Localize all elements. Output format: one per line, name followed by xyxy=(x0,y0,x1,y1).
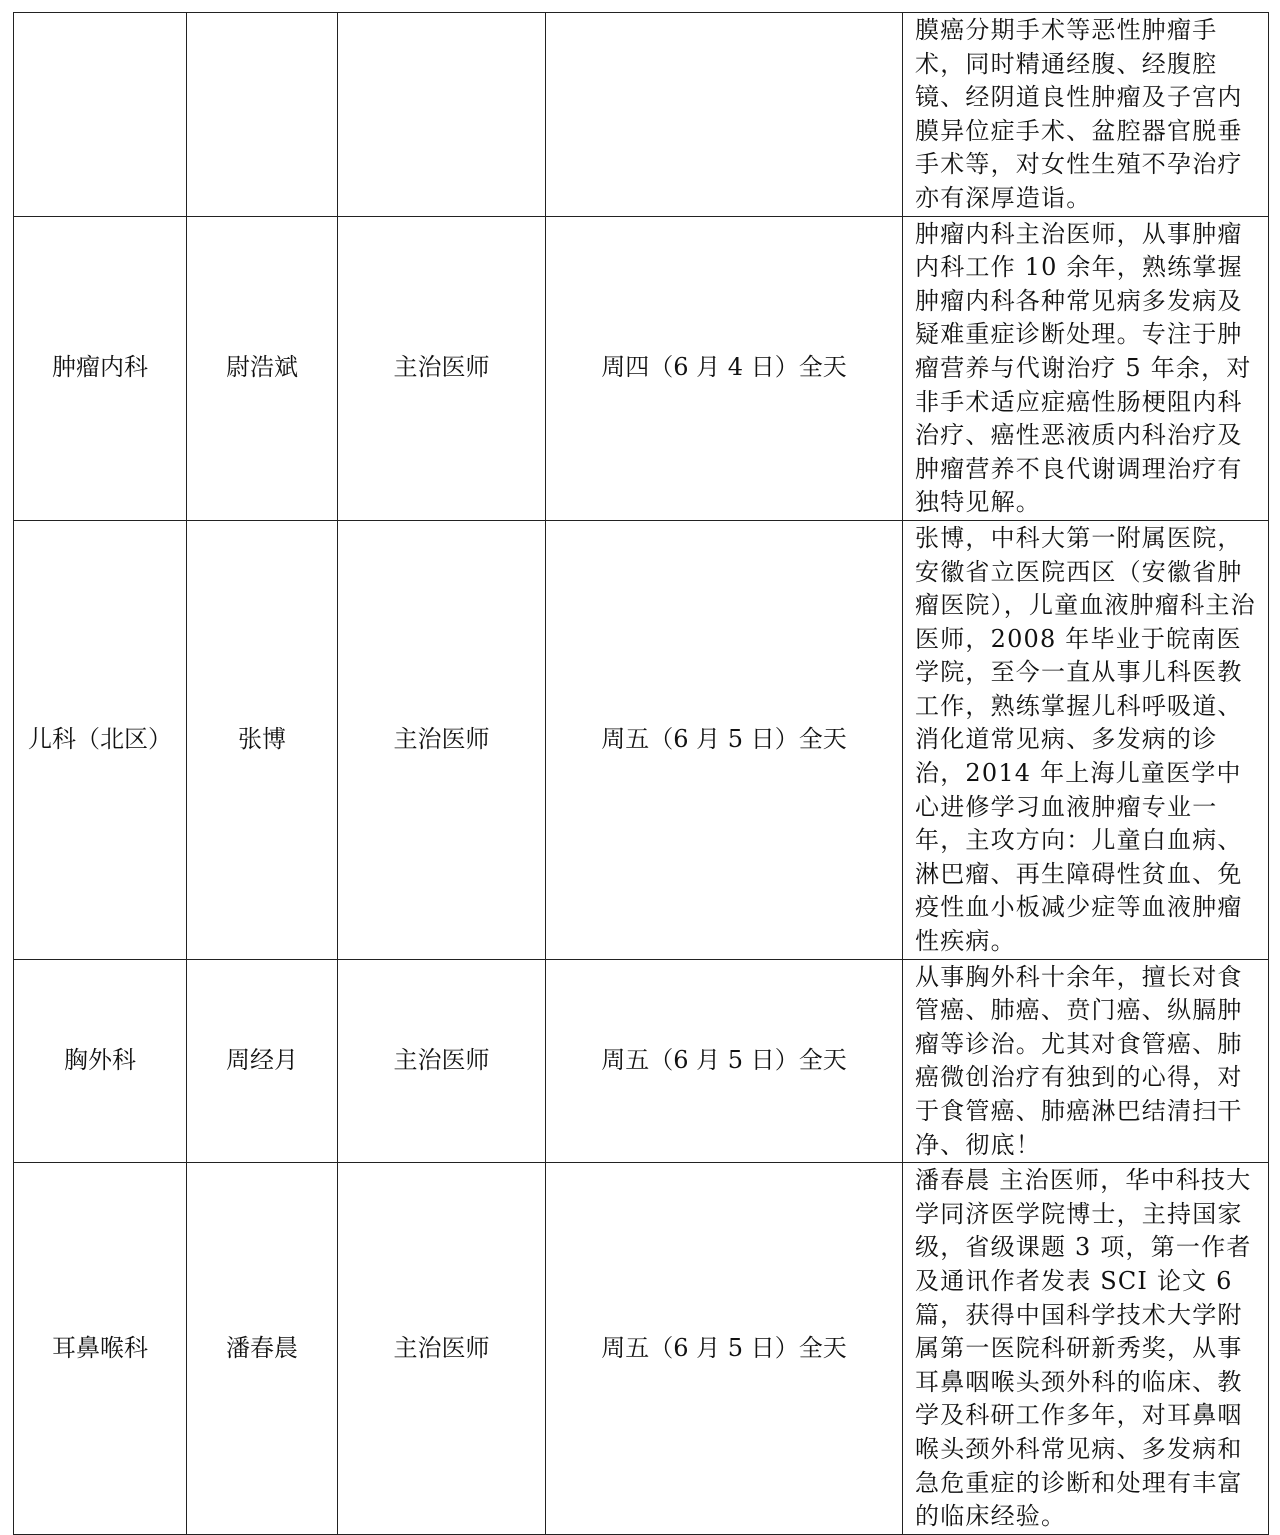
doctor-title-cell xyxy=(338,13,546,217)
schedule-cell: 周四（6 月 4 日）全天 xyxy=(546,216,903,520)
doctor-name-cell: 潘春晨 xyxy=(187,1163,338,1535)
doctor-description-cell: 潘春晨 主治医师，华中科技大学同济医学院博士，主持国家级，省级课题 3 项，第一作者及通讯作者发表 SCI 论文 6 篇，获得中国科学技术大学附属第一医院科研新秀奖，从事耳鼻咽喉头颈外科的临床、教学及科研工作多年，对耳鼻咽喉头颈外科常见病、多发病和急危重症的诊断和处理有丰富的临床经验。 xyxy=(903,1163,1269,1535)
doctor-description-cell: 膜癌分期手术等恶性肿瘤手术，同时精通经腹、经腹腔镜、经阴道良性肿瘤及子宫内膜异位症手术、盆腔器官脱垂手术等，对女性生殖不孕治疗亦有深厚造诣。 xyxy=(903,13,1269,217)
department-cell: 肿瘤内科 xyxy=(14,216,187,520)
department-cell: 耳鼻喉科 xyxy=(14,1163,187,1535)
schedule-cell: 周五（6 月 5 日）全天 xyxy=(546,1163,903,1535)
schedule-cell xyxy=(546,13,903,217)
doctor-title-cell: 主治医师 xyxy=(338,1163,546,1535)
doctor-name-cell: 尉浩斌 xyxy=(187,216,338,520)
doctor-schedule-table xyxy=(13,12,1269,1535)
doctor-description-cell: 肿瘤内科主治医师，从事肿瘤内科工作 10 余年，熟练掌握肿瘤内科各种常见病多发病及疑难重症诊断处理。专注于肿瘤营养与代谢治疗 5 年余，对非手术适应症癌性肠梗阻内科治疗、癌性恶液质内科治疗及肿瘤营养不良代谢调理治疗有独特见解。 xyxy=(903,216,1269,520)
schedule-cell: 周五（6 月 5 日）全天 xyxy=(546,520,903,959)
doctor-name-cell: 周经月 xyxy=(187,959,338,1163)
table-row xyxy=(14,13,1269,217)
table-row xyxy=(14,1163,1269,1535)
doctor-title-cell: 主治医师 xyxy=(338,520,546,959)
table-row xyxy=(14,216,1269,520)
doctor-description-cell: 张博，中科大第一附属医院，安徽省立医院西区（安徽省肿瘤医院），儿童血液肿瘤科主治医师，2008 年毕业于皖南医学院，至今一直从事儿科医教工作，熟练掌握儿科呼吸道、消化道常见病、多发病的诊治，2014 年上海儿童医学中心进修学习血液肿瘤专业一年，主攻方向：儿童白血病、淋巴瘤、再生障碍性贫血、免疫性血小板减少症等血液肿瘤性疾病。 xyxy=(903,520,1269,959)
department-cell xyxy=(14,13,187,217)
doctor-title-cell: 主治医师 xyxy=(338,216,546,520)
schedule-cell: 周五（6 月 5 日）全天 xyxy=(546,959,903,1163)
doctor-name-cell xyxy=(187,13,338,217)
table-row xyxy=(14,959,1269,1163)
doctor-description-cell: 从事胸外科十余年，擅长对食管癌、肺癌、贲门癌、纵膈肿瘤等诊治。尤其对食管癌、肺癌微创治疗有独到的心得，对于食管癌、肺癌淋巴结清扫干净、彻底！ xyxy=(903,959,1269,1163)
table-row xyxy=(14,520,1269,959)
department-cell: 胸外科 xyxy=(14,959,187,1163)
department-cell: 儿科（北区） xyxy=(14,520,187,959)
doctor-title-cell: 主治医师 xyxy=(338,959,546,1163)
doctor-name-cell: 张博 xyxy=(187,520,338,959)
